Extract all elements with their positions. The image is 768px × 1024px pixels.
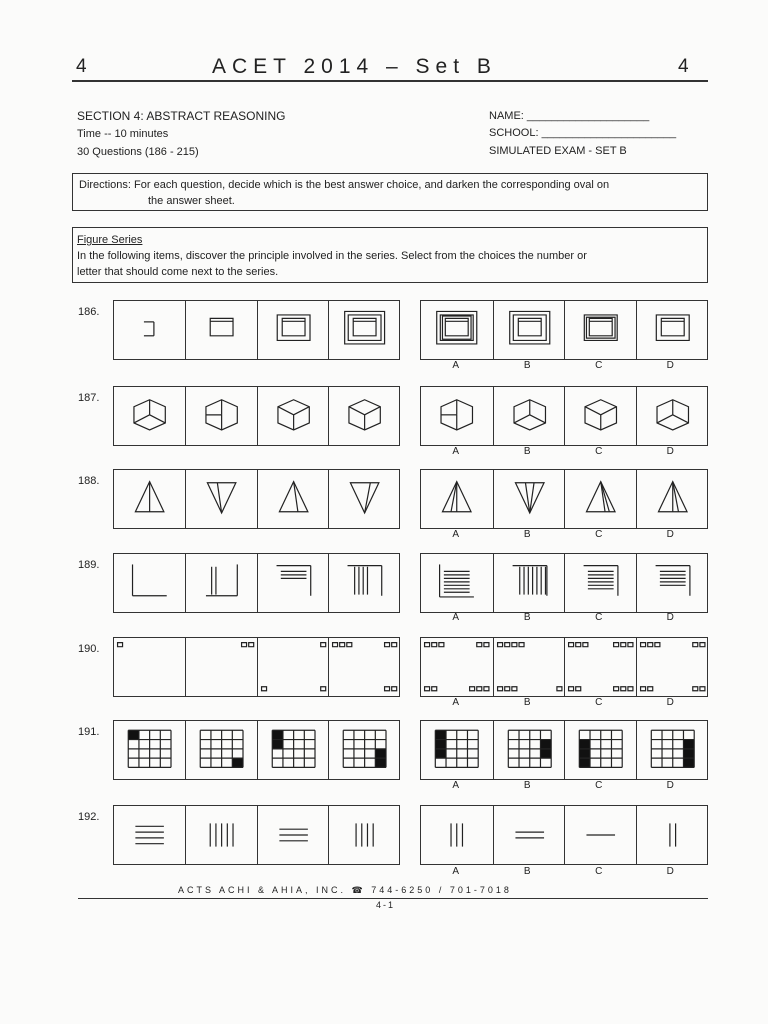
choice-label: D: [666, 697, 674, 708]
answer-choices-strip: [420, 300, 708, 360]
header-rule: [72, 80, 708, 82]
figure-series-title: Figure Series: [77, 234, 143, 246]
series-figure-drawing: [258, 554, 329, 612]
choice-label: C: [595, 360, 603, 371]
series-figure-drawing: [114, 638, 185, 696]
footer-company: ACTS ACHI & AHIA, INC.: [178, 885, 347, 895]
question-number: 186.: [78, 306, 100, 318]
answer-figure-drawing: [494, 638, 566, 696]
answer-figure-drawing: [494, 301, 566, 359]
question-number: 188.: [78, 475, 100, 487]
series-figure: [328, 301, 400, 359]
series-figure: [114, 470, 185, 528]
answer-choice-figure[interactable]: [421, 638, 493, 696]
figure-series-strip: [113, 300, 400, 360]
footer-page-number: 4-1: [376, 900, 396, 910]
choice-label: C: [595, 529, 603, 540]
series-figure-drawing: [114, 470, 185, 528]
figure-series-line-1: In the following items, discover the principle involved in the series. Select from the choices the number or: [77, 250, 587, 262]
answer-choice-figure[interactable]: [636, 470, 709, 528]
answer-figure-drawing: [421, 806, 493, 864]
series-figure-drawing: [258, 470, 329, 528]
answer-figure-drawing: [565, 638, 637, 696]
exam-title: ACET 2014 – Set B: [212, 55, 497, 78]
figure-series-line-2: letter that should come next to the series.: [77, 266, 279, 278]
answer-choices-strip: [420, 469, 708, 529]
series-figure-drawing: [186, 387, 257, 445]
series-figure: [185, 387, 257, 445]
series-figure: [257, 301, 329, 359]
choice-label: D: [666, 446, 674, 457]
answer-figure-drawing: [494, 806, 566, 864]
answer-choice-figure[interactable]: [493, 301, 566, 359]
answer-choices-strip: [420, 386, 708, 446]
series-figure-drawing: [329, 554, 400, 612]
answer-choice-figure[interactable]: [636, 301, 709, 359]
series-figure: [257, 806, 329, 864]
series-figure: [185, 301, 257, 359]
series-figure-drawing: [258, 721, 329, 779]
series-figure-drawing: [258, 806, 329, 864]
series-figure: [257, 721, 329, 779]
footer-rule: [78, 898, 708, 899]
series-figure-drawing: [114, 301, 185, 359]
directions-text: For each question, decide which is the best answer choice, and darken the corresponding oval on: [134, 179, 610, 191]
figure-series-strip: [113, 805, 400, 865]
question-number: 189.: [78, 559, 100, 571]
answer-figure-drawing: [637, 470, 709, 528]
series-figure: [185, 554, 257, 612]
answer-figure-drawing: [565, 554, 637, 612]
choice-label: A: [452, 360, 460, 371]
answer-choice-figure[interactable]: [564, 301, 637, 359]
answer-choice-figure[interactable]: [421, 554, 493, 612]
answer-figure-drawing: [565, 387, 637, 445]
answer-figure-drawing: [494, 554, 566, 612]
answer-choice-figure[interactable]: [493, 470, 566, 528]
answer-figure-drawing: [637, 301, 709, 359]
answer-figure-drawing: [637, 721, 709, 779]
answer-choice-figure[interactable]: [636, 721, 709, 779]
series-figure: [328, 806, 400, 864]
answer-choice-figure[interactable]: [564, 387, 637, 445]
page-number-left: 4: [76, 56, 87, 77]
answer-figure-drawing: [565, 721, 637, 779]
series-figure-drawing: [329, 470, 400, 528]
choice-label: A: [452, 446, 460, 457]
series-figure: [114, 806, 185, 864]
choice-label: A: [452, 780, 460, 791]
series-figure: [257, 387, 329, 445]
answer-choice-figure[interactable]: [421, 806, 493, 864]
answer-choice-figure[interactable]: [493, 806, 566, 864]
question-number: 190.: [78, 643, 100, 655]
choice-label: C: [595, 780, 603, 791]
answer-choice-figure[interactable]: [636, 638, 709, 696]
answer-figure-drawing: [421, 387, 493, 445]
series-figure-drawing: [114, 806, 185, 864]
answer-choice-figure[interactable]: [636, 554, 709, 612]
choice-label: C: [595, 446, 603, 457]
choice-label: C: [595, 612, 603, 623]
choice-label: C: [595, 697, 603, 708]
series-figure: [257, 638, 329, 696]
answer-choice-figure[interactable]: [564, 721, 637, 779]
series-figure-drawing: [186, 806, 257, 864]
answer-figure-drawing: [421, 470, 493, 528]
answer-choice-figure[interactable]: [421, 387, 493, 445]
answer-choice-figure[interactable]: [564, 638, 637, 696]
series-figure-drawing: [186, 470, 257, 528]
answer-choice-figure[interactable]: [493, 638, 566, 696]
choice-label: B: [523, 612, 531, 623]
answer-choice-figure[interactable]: [493, 554, 566, 612]
answer-figure-drawing: [494, 721, 566, 779]
series-figure-drawing: [186, 301, 257, 359]
series-figure-drawing: [329, 806, 400, 864]
answer-choices-strip: [420, 720, 708, 780]
answer-figure-drawing: [494, 470, 566, 528]
answer-figure-drawing: [637, 638, 709, 696]
series-figure: [328, 721, 400, 779]
answer-figure-drawing: [421, 638, 493, 696]
series-figure-drawing: [329, 638, 400, 696]
series-figure: [185, 638, 257, 696]
school-field[interactable]: SCHOOL: ______________________: [489, 127, 677, 139]
figure-series-strip: [113, 469, 400, 529]
series-figure-drawing: [258, 301, 329, 359]
series-figure: [257, 470, 329, 528]
answer-figure-drawing: [565, 470, 637, 528]
answer-figure-drawing: [565, 301, 637, 359]
answer-choice-figure[interactable]: [636, 387, 709, 445]
answer-figure-drawing: [421, 301, 493, 359]
series-figure-drawing: [329, 301, 400, 359]
series-figure: [328, 554, 400, 612]
answer-choices-strip: [420, 637, 708, 697]
choice-label: A: [452, 529, 460, 540]
choice-label: B: [523, 866, 531, 877]
choice-label: A: [452, 612, 460, 623]
choice-label: A: [452, 866, 460, 877]
name-field[interactable]: NAME: ____________________: [489, 110, 650, 122]
directions-line-2: the answer sheet.: [148, 195, 235, 207]
choice-label: D: [666, 612, 674, 623]
choice-label: B: [523, 780, 531, 791]
series-figure-drawing: [186, 721, 257, 779]
series-figure: [114, 638, 185, 696]
choice-label: D: [666, 780, 674, 791]
answer-choices-strip: [420, 553, 708, 613]
choice-label: B: [523, 529, 531, 540]
choice-label: C: [595, 866, 603, 877]
series-figure: [114, 554, 185, 612]
exam-label: SIMULATED EXAM - SET B: [489, 145, 627, 157]
choice-label: D: [666, 866, 674, 877]
series-figure: [257, 554, 329, 612]
series-figure: [328, 638, 400, 696]
figure-series-strip: [113, 386, 400, 446]
answer-figure-drawing: [637, 387, 709, 445]
answer-choices-strip: [420, 805, 708, 865]
choice-label: B: [523, 446, 531, 457]
directions-line-1: [79, 179, 609, 191]
series-figure-drawing: [186, 554, 257, 612]
choice-label: D: [666, 529, 674, 540]
answer-figure-drawing: [421, 554, 493, 612]
series-figure-drawing: [186, 638, 257, 696]
series-figure-drawing: [258, 638, 329, 696]
figure-series-box: [72, 227, 708, 283]
section-time: Time -- 10 minutes: [77, 128, 169, 140]
question-number: 191.: [78, 726, 100, 738]
series-figure-drawing: [258, 387, 329, 445]
choice-label: B: [523, 697, 531, 708]
series-figure: [185, 721, 257, 779]
series-figure-drawing: [114, 387, 185, 445]
section-title: SECTION 4: ABSTRACT REASONING: [77, 109, 286, 123]
figure-series-strip: [113, 553, 400, 613]
answer-choice-figure[interactable]: [493, 721, 566, 779]
series-figure: [185, 806, 257, 864]
directions-label: Directions:: [79, 179, 131, 191]
footer-line: [178, 885, 512, 896]
footer-phone: 744-6250 / 701-7018: [371, 885, 512, 895]
series-figure: [328, 470, 400, 528]
answer-choice-figure[interactable]: [564, 806, 637, 864]
answer-figure-drawing: [494, 387, 566, 445]
question-number: 192.: [78, 811, 100, 823]
answer-figure-drawing: [637, 554, 709, 612]
answer-choice-figure[interactable]: [636, 806, 709, 864]
question-number: 187.: [78, 392, 100, 404]
series-figure: [185, 470, 257, 528]
directions-box: [72, 173, 708, 211]
answer-choice-figure[interactable]: [421, 470, 493, 528]
series-figure-drawing: [329, 721, 400, 779]
series-figure-drawing: [114, 721, 185, 779]
series-figure: [328, 387, 400, 445]
choice-label: A: [452, 697, 460, 708]
choice-label: D: [666, 360, 674, 371]
series-figure: [114, 721, 185, 779]
series-figure-drawing: [114, 554, 185, 612]
answer-choice-figure[interactable]: [421, 301, 493, 359]
series-figure: [114, 387, 185, 445]
choice-label: B: [523, 360, 531, 371]
answer-choice-figure[interactable]: [421, 721, 493, 779]
answer-figure-drawing: [421, 721, 493, 779]
answer-choice-figure[interactable]: [564, 554, 637, 612]
answer-figure-drawing: [565, 806, 637, 864]
series-figure-drawing: [329, 387, 400, 445]
answer-choice-figure[interactable]: [564, 470, 637, 528]
series-figure: [114, 301, 185, 359]
answer-choice-figure[interactable]: [493, 387, 566, 445]
figure-series-strip: [113, 637, 400, 697]
answer-figure-drawing: [637, 806, 709, 864]
page-number-right: 4: [678, 56, 689, 77]
section-questions: 30 Questions (186 - 215): [77, 146, 199, 158]
telephone-icon: ☎: [351, 885, 366, 895]
figure-series-strip: [113, 720, 400, 780]
